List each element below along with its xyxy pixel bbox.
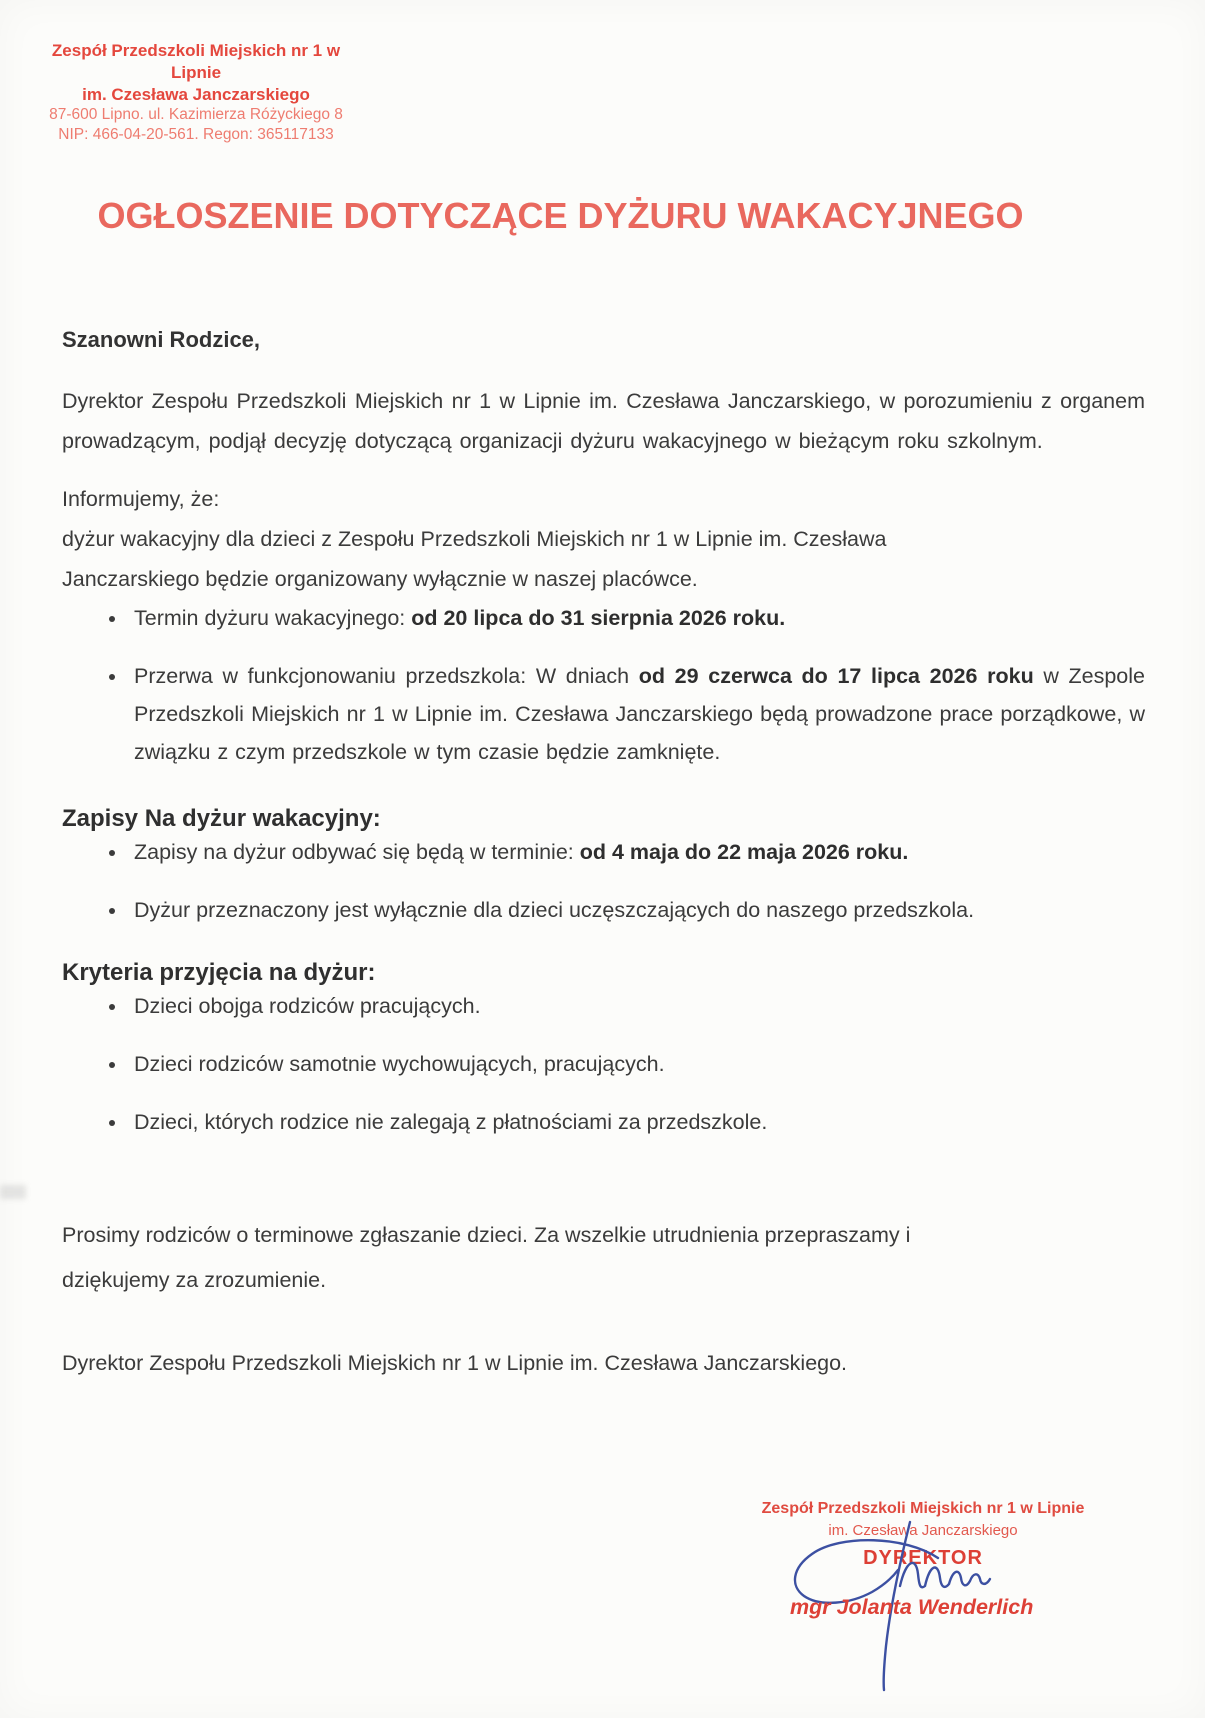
dates-bullet-list — [62, 599, 1145, 771]
list-item-criteria-2: • Dzieci rodziców samotnie wychowujących, pracujących. — [128, 1045, 1145, 1083]
letterhead-org-name: Zespół Przedszkoli Miejskich nr 1 w Lipnie — [51, 41, 341, 82]
intro-paragraph: Dyrektor Zespołu Przedszkoli Miejskich nr 1 w Lipnie im. Czesława Janczarskiego, w porozumieniu z organem prowadzącym, podjął decyzję dotyczącą organizacji dyżuru wakacyjnego w bieżącym roku szkolnym. — [62, 388, 1145, 453]
letterhead-address: 87-600 Lipno. ul. Kazimierza Różyckiego 8 — [49, 106, 343, 124]
director-stamp — [758, 1498, 1088, 1572]
letterhead-nip-regon: NIP: 466-04-20-561. Regon: 365117133 — [58, 126, 334, 144]
stamp-role: DYREKTOR — [863, 1547, 983, 1570]
info-line-2: dyżur wakacyjny dla dzieci z Zespołu Przedszkoli Miejskich nr 1 w Lipnie im. Czesława — [62, 526, 887, 551]
enrollment-dates-bold: od 4 maja do 22 maja 2026 roku. — [579, 839, 909, 864]
letterhead-stamp — [36, 40, 356, 145]
stamp-patron: im. Czesława Janczarskiego — [828, 1522, 1018, 1540]
closing-paragraph — [62, 1213, 1145, 1303]
info-paragraph — [62, 479, 1145, 599]
break-label: Przerwa w funkcjonowaniu przedszkola: W dniach — [134, 663, 639, 688]
scan-artifact — [0, 1185, 26, 1199]
break-detail: w Zespole Przedszkoli Miejskich nr 1 w Lipnie im. Czesława Janczarskiego będą prowadzone prace porządkowe, w związku z czym przedszkole w tym czasie będzie zamknięte. — [134, 663, 1145, 764]
document-body — [62, 327, 1145, 1376]
enrollment-label: Zapisy na dyżur odbywać się będą w terminie: — [134, 839, 580, 864]
page-title: OGŁOSZENIE DOTYCZĄCE DYŻURU WAKACYJNEGO — [97, 194, 1024, 236]
term-dates-bold: od 20 lipca do 31 sierpnia 2026 roku. — [411, 605, 786, 630]
closing-line-1: Prosimy rodziców o terminowe zgłaszanie dzieci. Za wszelkie utrudnienia przepraszamy i — [62, 1222, 911, 1247]
list-item-criteria-1: • Dzieci obojga rodziców pracujących. — [128, 987, 1145, 1025]
info-lead: Informujemy, że: — [62, 486, 220, 511]
info-line-3: Janczarskiego będzie organizowany wyłącznie w naszej placówce. — [62, 566, 698, 591]
break-dates-bold: od 29 czerwca do 17 lipca 2026 roku — [638, 663, 1034, 688]
list-item-enrollment-scope: • Dyżur przeznaczony jest wyłącznie dla dzieci uczęszczających do naszego przedszkola. — [128, 891, 1145, 929]
list-item-criteria-3: • Dzieci, których rodzice nie zalegają z płatnościami za przedszkole. — [128, 1103, 1145, 1141]
stamp-org-name: Zespół Przedszkoli Miejskich nr 1 w Lipnie — [761, 1500, 1085, 1517]
section-heading-criteria: Kryteria przyjęcia na dyżur: — [62, 958, 376, 986]
list-item-enrollment-dates — [128, 833, 1145, 871]
greeting: Szanowni Rodzice, — [62, 326, 261, 352]
enrollment-bullet-list — [62, 833, 1145, 929]
section-heading-enrollment: Zapisy Na dyżur wakacyjny: — [62, 804, 381, 832]
criteria-bullet-list — [62, 987, 1145, 1141]
closing-line-2: dziękujemy za zrozumienie. — [62, 1267, 327, 1292]
signoff-line: Dyrektor Zespołu Przedszkoli Miejskich nr 1 w Lipnie im. Czesława Janczarskiego. — [62, 1350, 848, 1375]
list-item-term — [128, 599, 1145, 637]
list-item-break — [128, 657, 1145, 771]
stamp-director-name: mgr Jolanta Wenderlich — [790, 1595, 1034, 1619]
letterhead-patron: im. Czesława Janczarskiego — [82, 84, 310, 104]
term-label: Termin dyżuru wakacyjnego: — [134, 605, 412, 630]
